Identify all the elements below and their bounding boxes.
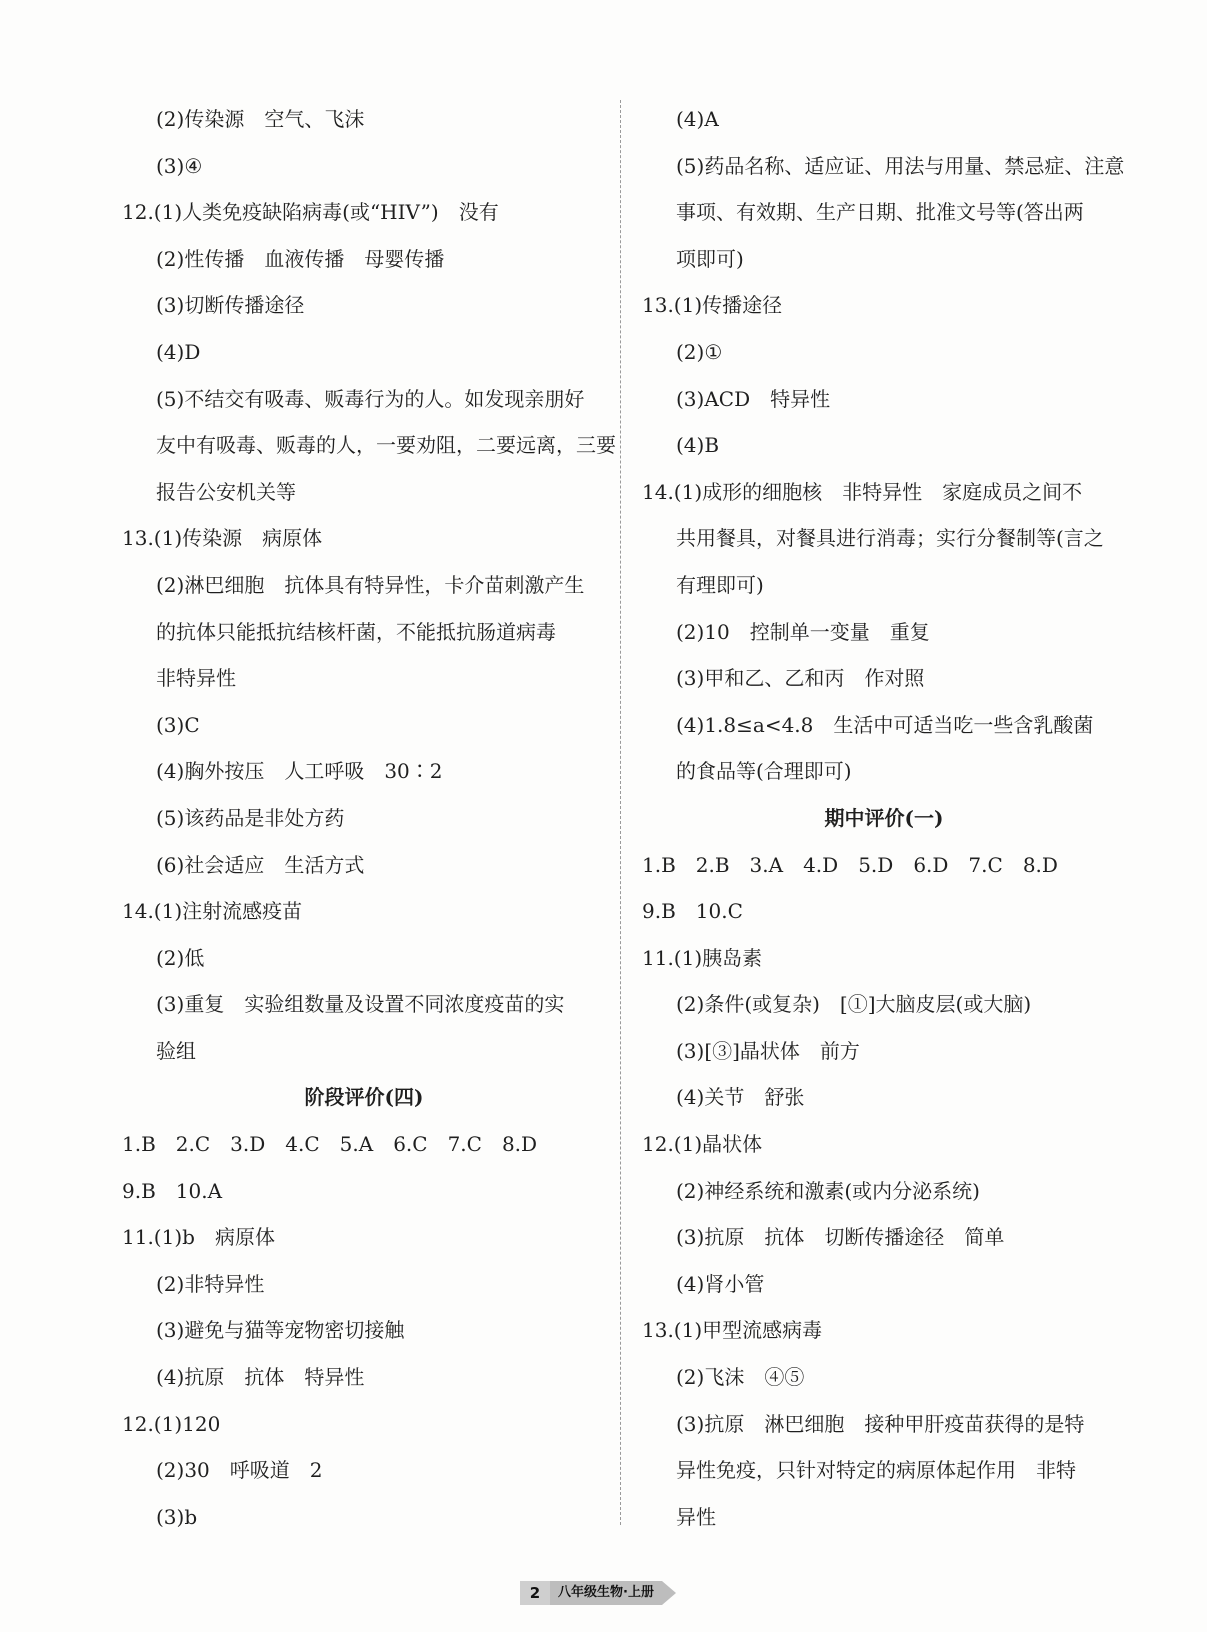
answer-line: (3)C bbox=[156, 712, 200, 737]
answer-line: (2)30 呼吸道 2 bbox=[156, 1458, 323, 1483]
answer-line: (2)低 bbox=[156, 945, 205, 970]
answer-line: (4)A bbox=[676, 107, 719, 131]
answer-line: 的抗体只能抵抗结核杆菌，不能抵抗肠道病毒 bbox=[156, 619, 556, 644]
answer-line: 非特异性 bbox=[156, 666, 236, 691]
answer-line: (3)ACD 特异性 bbox=[676, 386, 831, 411]
answer-line: (5)药品名称、适应证、用法与用量、禁忌症、注意 bbox=[676, 153, 1125, 178]
answer-line: 的食品等(合理即可) bbox=[676, 759, 852, 784]
book-title: 八年级生物·上册 bbox=[550, 1581, 662, 1605]
answer-line: (2)非特异性 bbox=[156, 1271, 265, 1296]
answer-line: 9.B 10.C bbox=[642, 899, 743, 924]
answer-line: 12.(1)晶状体 bbox=[642, 1132, 763, 1157]
arrow-icon bbox=[662, 1581, 676, 1605]
answer-line: (4)B bbox=[676, 433, 720, 458]
answer-line: (2)神经系统和激素(或内分泌系统) bbox=[676, 1178, 980, 1203]
answer-line: (3)④ bbox=[156, 153, 203, 178]
answer-line: (2)性传播 血液传播 母婴传播 bbox=[156, 246, 445, 271]
answer-line: 13.(1)传染源 病原体 bbox=[122, 526, 323, 551]
answer-line: 报告公安机关等 bbox=[156, 479, 296, 504]
answer-line: 1.B 2.B 3.A 4.D 5.D 6.D 7.C 8.D bbox=[642, 852, 1058, 877]
answer-line: (3)抗原 淋巴细胞 接种甲肝疫苗获得的是特 bbox=[676, 1411, 1085, 1436]
answer-line: (4)D bbox=[156, 339, 201, 364]
answer-line: (4)1.8≤a<4.8 生活中可适当吃一些含乳酸菌 bbox=[676, 712, 1094, 737]
answer-line: (2)① bbox=[676, 339, 723, 364]
answer-line: 11.(1)b 病原体 bbox=[122, 1225, 275, 1250]
left-column bbox=[122, 96, 616, 1540]
answer-line: (5)不结交有吸毒、贩毒行为的人。如发现亲朋好 bbox=[156, 386, 585, 411]
page-footer bbox=[520, 1580, 676, 1606]
answer-line: (2)传染源 空气、飞沫 bbox=[156, 107, 365, 131]
answer-line: (3)[③]晶状体 前方 bbox=[676, 1038, 860, 1063]
answer-line: 14.(1)注射流感疫苗 bbox=[122, 899, 303, 924]
answer-line: 12.(1)人类免疫缺陷病毒(或“HIV”) 没有 bbox=[122, 200, 499, 225]
section-heading: 阶段评价(四) bbox=[304, 1085, 424, 1110]
answer-line: (5)该药品是非处方药 bbox=[156, 805, 345, 830]
answer-line: 异性 bbox=[676, 1504, 716, 1529]
answer-line: 友中有吸毒、贩毒的人，一要劝阻，二要远离，三要 bbox=[156, 433, 616, 458]
answer-line: 异性免疫，只针对特定的病原体起作用 非特 bbox=[676, 1458, 1076, 1483]
answer-line: 有理即可) bbox=[676, 572, 764, 597]
right-column bbox=[642, 96, 1126, 1540]
answer-line: (4)胸外按压 人工呼吸 30∶2 bbox=[156, 759, 443, 784]
answer-line: 9.B 10.A bbox=[122, 1178, 223, 1203]
answer-line: 1.B 2.C 3.D 4.C 5.A 6.C 7.C 8.D bbox=[122, 1132, 538, 1157]
page-number: 2 bbox=[520, 1581, 550, 1605]
answer-line: (3)避免与猫等宠物密切接触 bbox=[156, 1318, 405, 1343]
answer-line: (2)10 控制单一变量 重复 bbox=[676, 619, 930, 644]
answer-line: (3)甲和乙、乙和丙 作对照 bbox=[676, 666, 925, 691]
answer-line: (2)淋巴细胞 抗体具有特异性，卡介苗刺激产生 bbox=[156, 572, 585, 597]
column-divider bbox=[620, 100, 621, 1525]
answer-line: (2)飞沫 ④⑤ bbox=[676, 1365, 805, 1390]
answer-line: 事项、有效期、生产日期、批准文号等(答出两 bbox=[676, 200, 1084, 225]
answer-line: 11.(1)胰岛素 bbox=[642, 945, 763, 970]
answer-line: (4)抗原 抗体 特异性 bbox=[156, 1365, 365, 1390]
answer-line: (4)关节 舒张 bbox=[676, 1085, 805, 1110]
answer-line: 12.(1)120 bbox=[122, 1411, 221, 1436]
answer-line: 13.(1)甲型流感病毒 bbox=[642, 1318, 823, 1343]
answer-line: (3)重复 实验组数量及设置不同浓度疫苗的实 bbox=[156, 992, 565, 1017]
answer-line: 共用餐具，对餐具进行消毒；实行分餐制等(言之 bbox=[676, 526, 1104, 551]
answer-line: (4)肾小管 bbox=[676, 1271, 765, 1296]
answer-line: (3)切断传播途径 bbox=[156, 293, 305, 318]
answer-line: 项即可) bbox=[676, 246, 744, 271]
answer-line: (2)条件(或复杂) [①]大脑皮层(或大脑) bbox=[676, 992, 1032, 1017]
answer-line: (3)抗原 抗体 切断传播途径 简单 bbox=[676, 1225, 1005, 1250]
answer-line: 13.(1)传播途径 bbox=[642, 293, 783, 318]
answer-line: (3)b bbox=[156, 1504, 198, 1529]
section-heading: 期中评价(一) bbox=[824, 805, 944, 830]
answer-line: 验组 bbox=[156, 1038, 196, 1063]
answer-line: (6)社会适应 生活方式 bbox=[156, 852, 365, 877]
answer-line: 14.(1)成形的细胞核 非特异性 家庭成员之间不 bbox=[642, 479, 1083, 504]
